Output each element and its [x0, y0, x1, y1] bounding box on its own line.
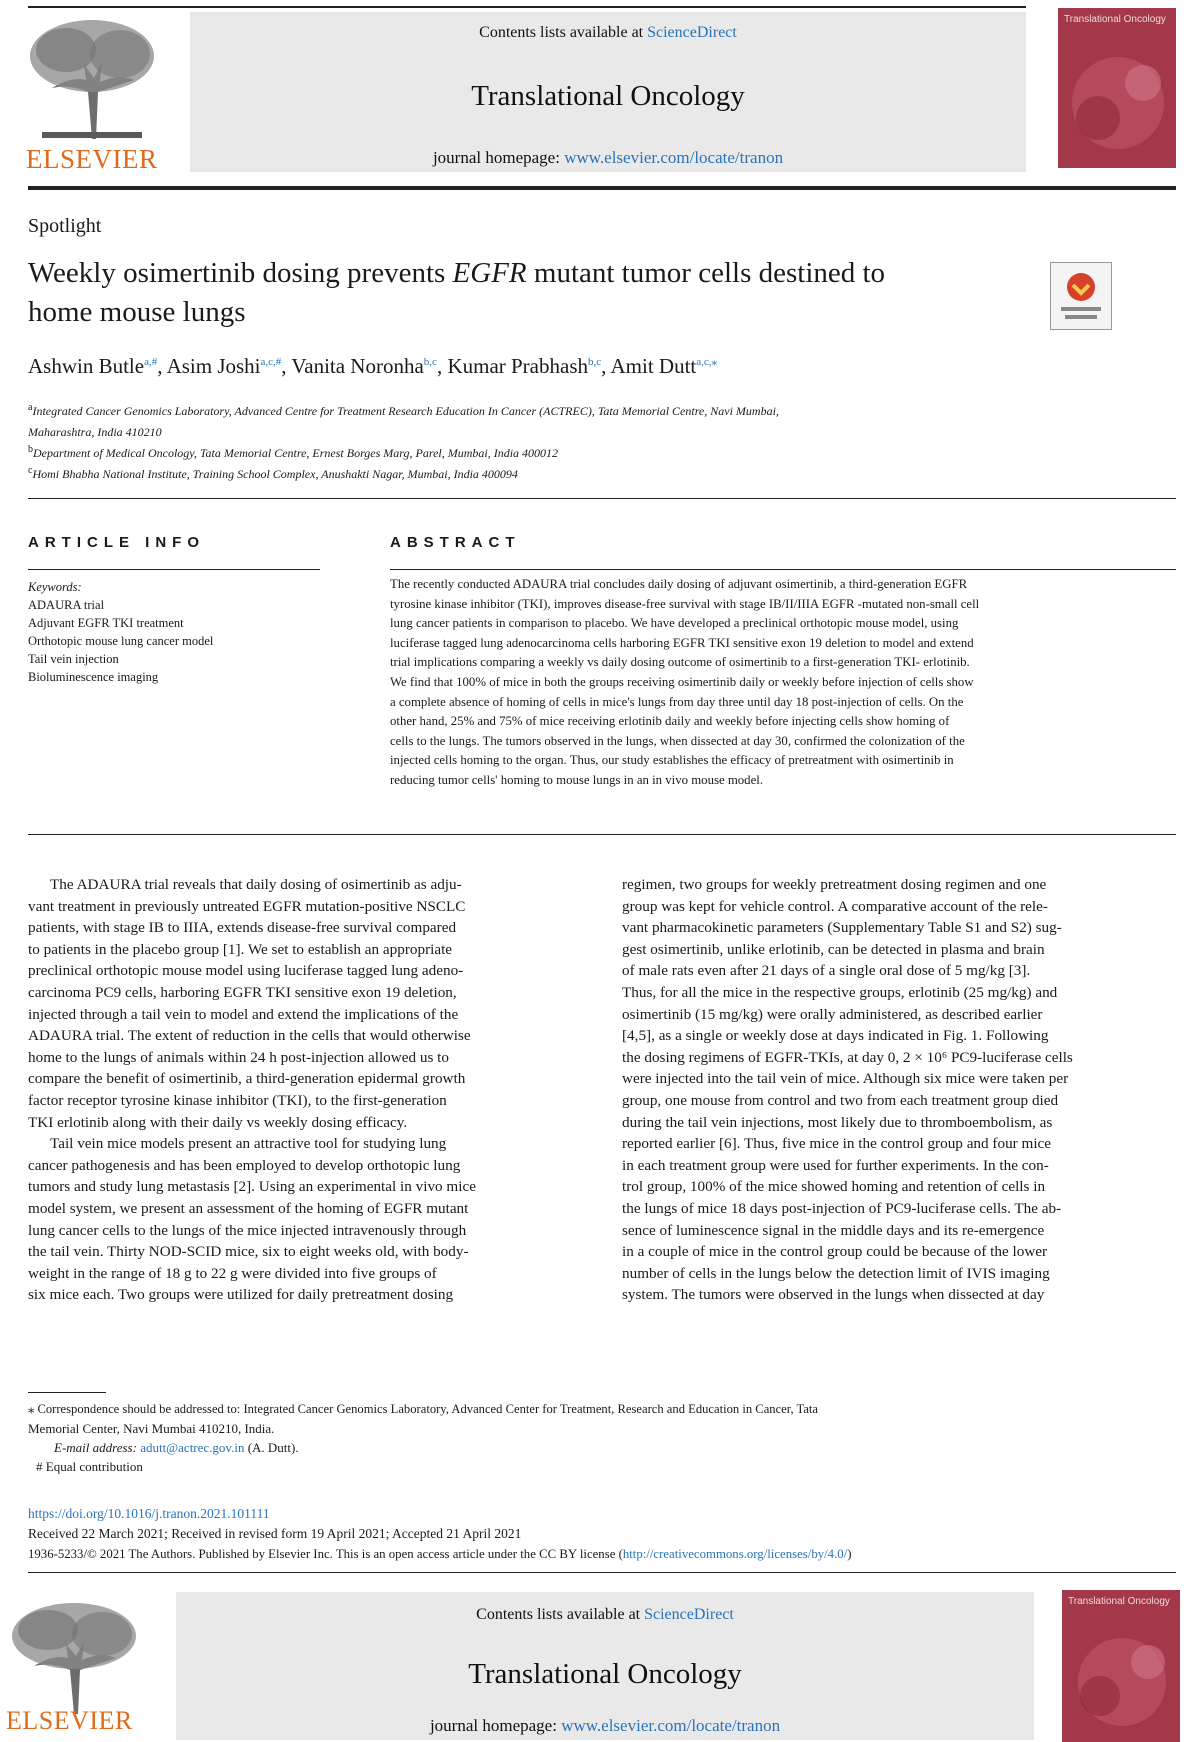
body-right-column [622, 874, 1178, 1306]
author-name[interactable]: Vanita Noronha [291, 354, 424, 378]
email-line: E-mail address: adutt@actrec.gov.in (A. Dutt). [54, 1440, 299, 1455]
header-thick-rule [28, 186, 1176, 190]
abstract-line: tyrosine kinase inhibitor (TKI), improves disease-free survival with stage IB/II/IIIA EGFR -mutated non-small cell [390, 596, 980, 611]
body-line: factor receptor tyrosine kinase inhibitor (TKI), to the first-generation [28, 1091, 447, 1109]
affiliations [28, 399, 1028, 483]
abstract-text [390, 575, 1176, 791]
body-line: trol group, 100% of the mice showed homing and retention of cells in [622, 1178, 1046, 1196]
body-line: system. The tumors were observed in the lungs when dissected at day [622, 1286, 1045, 1304]
cover-title: Translational Oncology [1064, 14, 1166, 25]
body-line: Thus, for all the mice in the respective groups, erlotinib (25 mg/kg) and [622, 983, 1058, 1001]
body-line: patients, with stage IB to IIIA, extends disease-free survival compared [28, 919, 457, 937]
body-line: ADAURA trial. The extent of reduction in the cells that would otherwise [28, 1027, 471, 1045]
keyword: Orthotopic mouse lung cancer model [28, 634, 214, 648]
abstract-line: reducing tumor cells' homing to mouse lungs in an in vivo mouse model. [390, 772, 764, 787]
abstract-bottom-rule [28, 834, 1176, 835]
body-line: sence of luminescence signal in the middle days and its re-emergence [622, 1221, 1045, 1239]
body-line: during the tail vein injections, most likely due to thromboembolism, as [622, 1113, 1053, 1131]
body-line: reported earlier [6]. Thus, five mice in the control group and four mice [622, 1135, 1052, 1153]
body-line: osimertinib (15 mg/kg) were orally administered, as described earlier [622, 1005, 1043, 1023]
page-bottom-rule [28, 1572, 1176, 1573]
body-line: TKI erlotinib along with their daily vs weekly dosing efficacy. [28, 1113, 408, 1131]
body-line: tumors and study lung metastasis [2]. Using an experimental in vivo mice [28, 1178, 476, 1196]
contents-line: Contents lists available at ScienceDirect [479, 24, 737, 41]
abstract-line: We find that 100% of mice in both the groups receiving osimertinib daily or weekly before injection of cells show [390, 674, 974, 689]
body-line: vant pharmacokinetic parameters (Supplementary Table S1 and S2) sug- [622, 919, 1062, 937]
keyword: Bioluminescence imaging [28, 670, 159, 684]
footnote-rule [28, 1392, 106, 1393]
body-line: to patients in the placebo group [1]. We set to establish an appropriate [28, 940, 453, 958]
article-info-rule [28, 569, 320, 570]
body-line: were injected into the tail vein of mice. Although six mice were taken per [622, 1070, 1069, 1088]
abstract-line: cells to the lungs. The tumors observed in the lungs, when dissected at day 30, confirmed the colonization of the [390, 733, 965, 748]
body-line: number of cells in the lungs below the detection limit of IVIS imaging [622, 1264, 1050, 1282]
body-line: The ADAURA trial reveals that daily dosing of osimertinib as adju- [50, 876, 462, 893]
body-line: preclinical orthotopic mouse model using luciferase tagged lung adeno- [28, 962, 464, 980]
abstract-line: luciferase tagged lung adenocarcinoma cells harboring EGFR TKI sensitive exon 19 deletion to model and extend [390, 635, 974, 650]
license-link[interactable]: http://creativecommons.org/licenses/by/4.0/ [622, 1547, 848, 1561]
abstract-rule [390, 569, 1176, 570]
body-line: lung cancer cells to the lungs of the mice injected intravenously through [28, 1221, 467, 1239]
body-line: of male rats even after 21 days of a single oral dose of 5 mg/kg [3]. [622, 962, 1031, 980]
body-line: compare the benefit of osimertinib, a third-generation epidermal growth [28, 1070, 466, 1088]
body-line: the dosing regimens of EGFR-TKIs, at day 0, 2 × 10⁶ PC9-luciferase cells [622, 1048, 1073, 1066]
affiliation-rule [28, 498, 1176, 499]
body-line: six mice each. Two groups were utilized for daily pretreatment dosing [28, 1286, 454, 1304]
affiliation: $^a$Integrated Cancer Genomics Laboratory, Advanced Centre for Treatment Research Education In Cancer (ACTREC), Tata Memorial Centre, Navi Mumbai, [28, 402, 779, 418]
abstract-line: injected cells homing to the organ. Thus, our study establishes the efficacy of pretreatment with osimertinib in [390, 753, 954, 768]
body-line: cancer pathogenesis and has been employed to develop orthotopic lung [28, 1156, 461, 1174]
body-line: weight in the range of 18 g to 22 g were divided into five groups of [28, 1264, 437, 1282]
body-line: [4,5], as a single or weekly dose at days indicated in Fig. 1. Following [622, 1027, 1049, 1045]
body-line: in a couple of mice in the control group could be because of the lower [622, 1243, 1048, 1261]
elsevier-tree-logo [22, 14, 162, 144]
affiliation: Maharashtra, India 410210 [28, 425, 162, 439]
article-type: Spotlight [28, 215, 102, 237]
journal-banner [190, 12, 1026, 172]
article-metadata [28, 1504, 1178, 1564]
abstract-line: lung cancer patients in comparison to placebo. We have developed a preclinical orthotopic mouse model, using [390, 616, 959, 631]
sciencedirect-link[interactable]: ScienceDirect [644, 1606, 734, 1623]
correspondence-note-cont: Memorial Center, Navi Mumbai 410210, India. [28, 1421, 275, 1436]
elsevier-wordmark: ELSEVIER [26, 144, 158, 174]
check-for-updates-badge[interactable] [1050, 262, 1112, 330]
license-line: 1936-5233/© 2021 The Authors. Published by Elsevier Inc. This is an open access article under the CC BY license (http://creativecommons.org/licenses/by/4.0/) [28, 1547, 852, 1561]
equal-contribution-note: # Equal contribution [36, 1459, 143, 1474]
abstract-line: trial implications comparing a weekly vs daily dosing outcome of osimertinib to a first-generation TKI- erlotinib. [390, 655, 970, 670]
contents-line: Contents lists available at ScienceDirect [476, 1606, 734, 1623]
affiliation: $^b$Department of Medical Oncology, Tata Memorial Centre, Ernest Borges Marg, Parel, Mumbai, India 400012 [28, 444, 559, 460]
body-line: group, one mouse from control and two from each treatment group died [622, 1091, 1059, 1109]
email-link[interactable]: adutt@actrec.gov.in [140, 1440, 245, 1455]
keyword: Tail vein injection [28, 652, 119, 666]
abstract-line: other hand, 25% and 75% of mice receiving erlotinib daily and weekly before injecting cells show homing of [390, 714, 950, 729]
journal-cover-thumbnail [1058, 8, 1176, 168]
abstract-heading: ABSTRACT [390, 534, 521, 551]
body-line: gest osimertinib, unlike erlotinib, can be detected in plasma and brain [622, 940, 1045, 958]
body-line: the tail vein. Thirty NOD-SCID mice, six to eight weeks old, with body- [28, 1243, 469, 1261]
author-name[interactable]: Ashwin Butle [28, 354, 145, 378]
body-line: in each treatment group were used for further experiments. In the con- [622, 1156, 1049, 1174]
author-name[interactable]: Amit Dutt [610, 354, 697, 378]
keyword: Adjuvant EGFR TKI treatment [28, 616, 184, 630]
body-line: group was kept for vehicle control. A comparative account of the rele- [622, 897, 1048, 915]
correspondence-note: ⁎ Correspondence should be addressed to: Integrated Cancer Genomics Laboratory, Advanced Center for Treatment, Research and Education in Cancer, Tata [28, 1402, 819, 1416]
body-line: model system, we present an assessment of the homing of EGFR mutant [28, 1199, 469, 1217]
body-line: regimen, two groups for weekly pretreatment dosing regimen and one [622, 876, 1047, 893]
body-left-column [28, 874, 584, 1306]
homepage-line: journal homepage: www.elsevier.com/locate/tranon [429, 1716, 781, 1735]
homepage-link[interactable]: www.elsevier.com/locate/tranon [564, 148, 784, 167]
elsevier-wordmark: ELSEVIER [6, 1706, 133, 1735]
body-line: home to the lungs of animals within 24 h post-injection allowed us to [28, 1048, 449, 1066]
body-line: the lungs of mice 18 days post-injection of PC9-luciferase cells. The ab- [622, 1199, 1062, 1217]
received-dates: Received 22 March 2021; Received in revised form 19 April 2021; Accepted 21 April 2021 [28, 1526, 522, 1541]
body-line: vant treatment in previously untreated EGFR mutation-positive NSCLC [28, 897, 466, 915]
abstract-line: a complete absence of homing of cells in mice's lungs from day three until day 18 post-injection of cells. On the [390, 694, 964, 709]
journal-banner [176, 1592, 1034, 1740]
body-line: carcinoma PC9 cells, harboring EGFR TKI sensitive exon 19 deletion, [28, 983, 457, 1001]
homepage-link[interactable]: www.elsevier.com/locate/tranon [561, 1716, 781, 1735]
journal-cover-thumbnail [1062, 1590, 1180, 1742]
article-info-heading: ARTICLE INFO [28, 534, 205, 551]
keywords-block [28, 578, 320, 686]
keyword: ADAURA trial [28, 598, 105, 612]
body-line: injected through a tail vein to model and extend the implications of the [28, 1005, 459, 1023]
article-title: Weekly osimertinib dosing prevents EGFR mutant tumor cells destined to home mouse lungs [28, 257, 886, 328]
keywords-label: Keywords: [28, 580, 82, 594]
abstract-line: The recently conducted ADAURA trial concludes daily dosing of adjuvant osimertinib, a third-generation EGFR [390, 577, 968, 591]
elsevier-tree-logo [4, 1598, 144, 1718]
doi-link[interactable]: https://doi.org/10.1016/j.tranon.2021.101111 [28, 1506, 270, 1521]
author-name[interactable]: Kumar Prabhash [447, 354, 588, 378]
author-list: Ashwin Butle$^{a,\#}$, Asim Joshi$^{a,c,\#}$, Vanita Noronha$^{b,c}$, Kumar Prabhash$^{b,c}$, Amit Dutt$^{a,c,⁎}$ [28, 354, 718, 378]
sciencedirect-link[interactable]: ScienceDirect [647, 24, 737, 41]
journal-name: Translational Oncology [468, 1658, 742, 1690]
footnotes [28, 1400, 1178, 1476]
body-line: Tail vein mice models present an attractive tool for studying lung [50, 1135, 447, 1153]
homepage-line: journal homepage: www.elsevier.com/locate/tranon [432, 148, 784, 167]
cover-title: Translational Oncology [1068, 1596, 1170, 1607]
journal-name: Translational Oncology [471, 80, 745, 112]
affiliation: $^c$Homi Bhabha National Institute, Training School Complex, Anushakti Nagar, Mumbai, India 400094 [28, 465, 518, 481]
author-name[interactable]: Asim Joshi [166, 354, 261, 378]
top-rule [28, 6, 1026, 8]
